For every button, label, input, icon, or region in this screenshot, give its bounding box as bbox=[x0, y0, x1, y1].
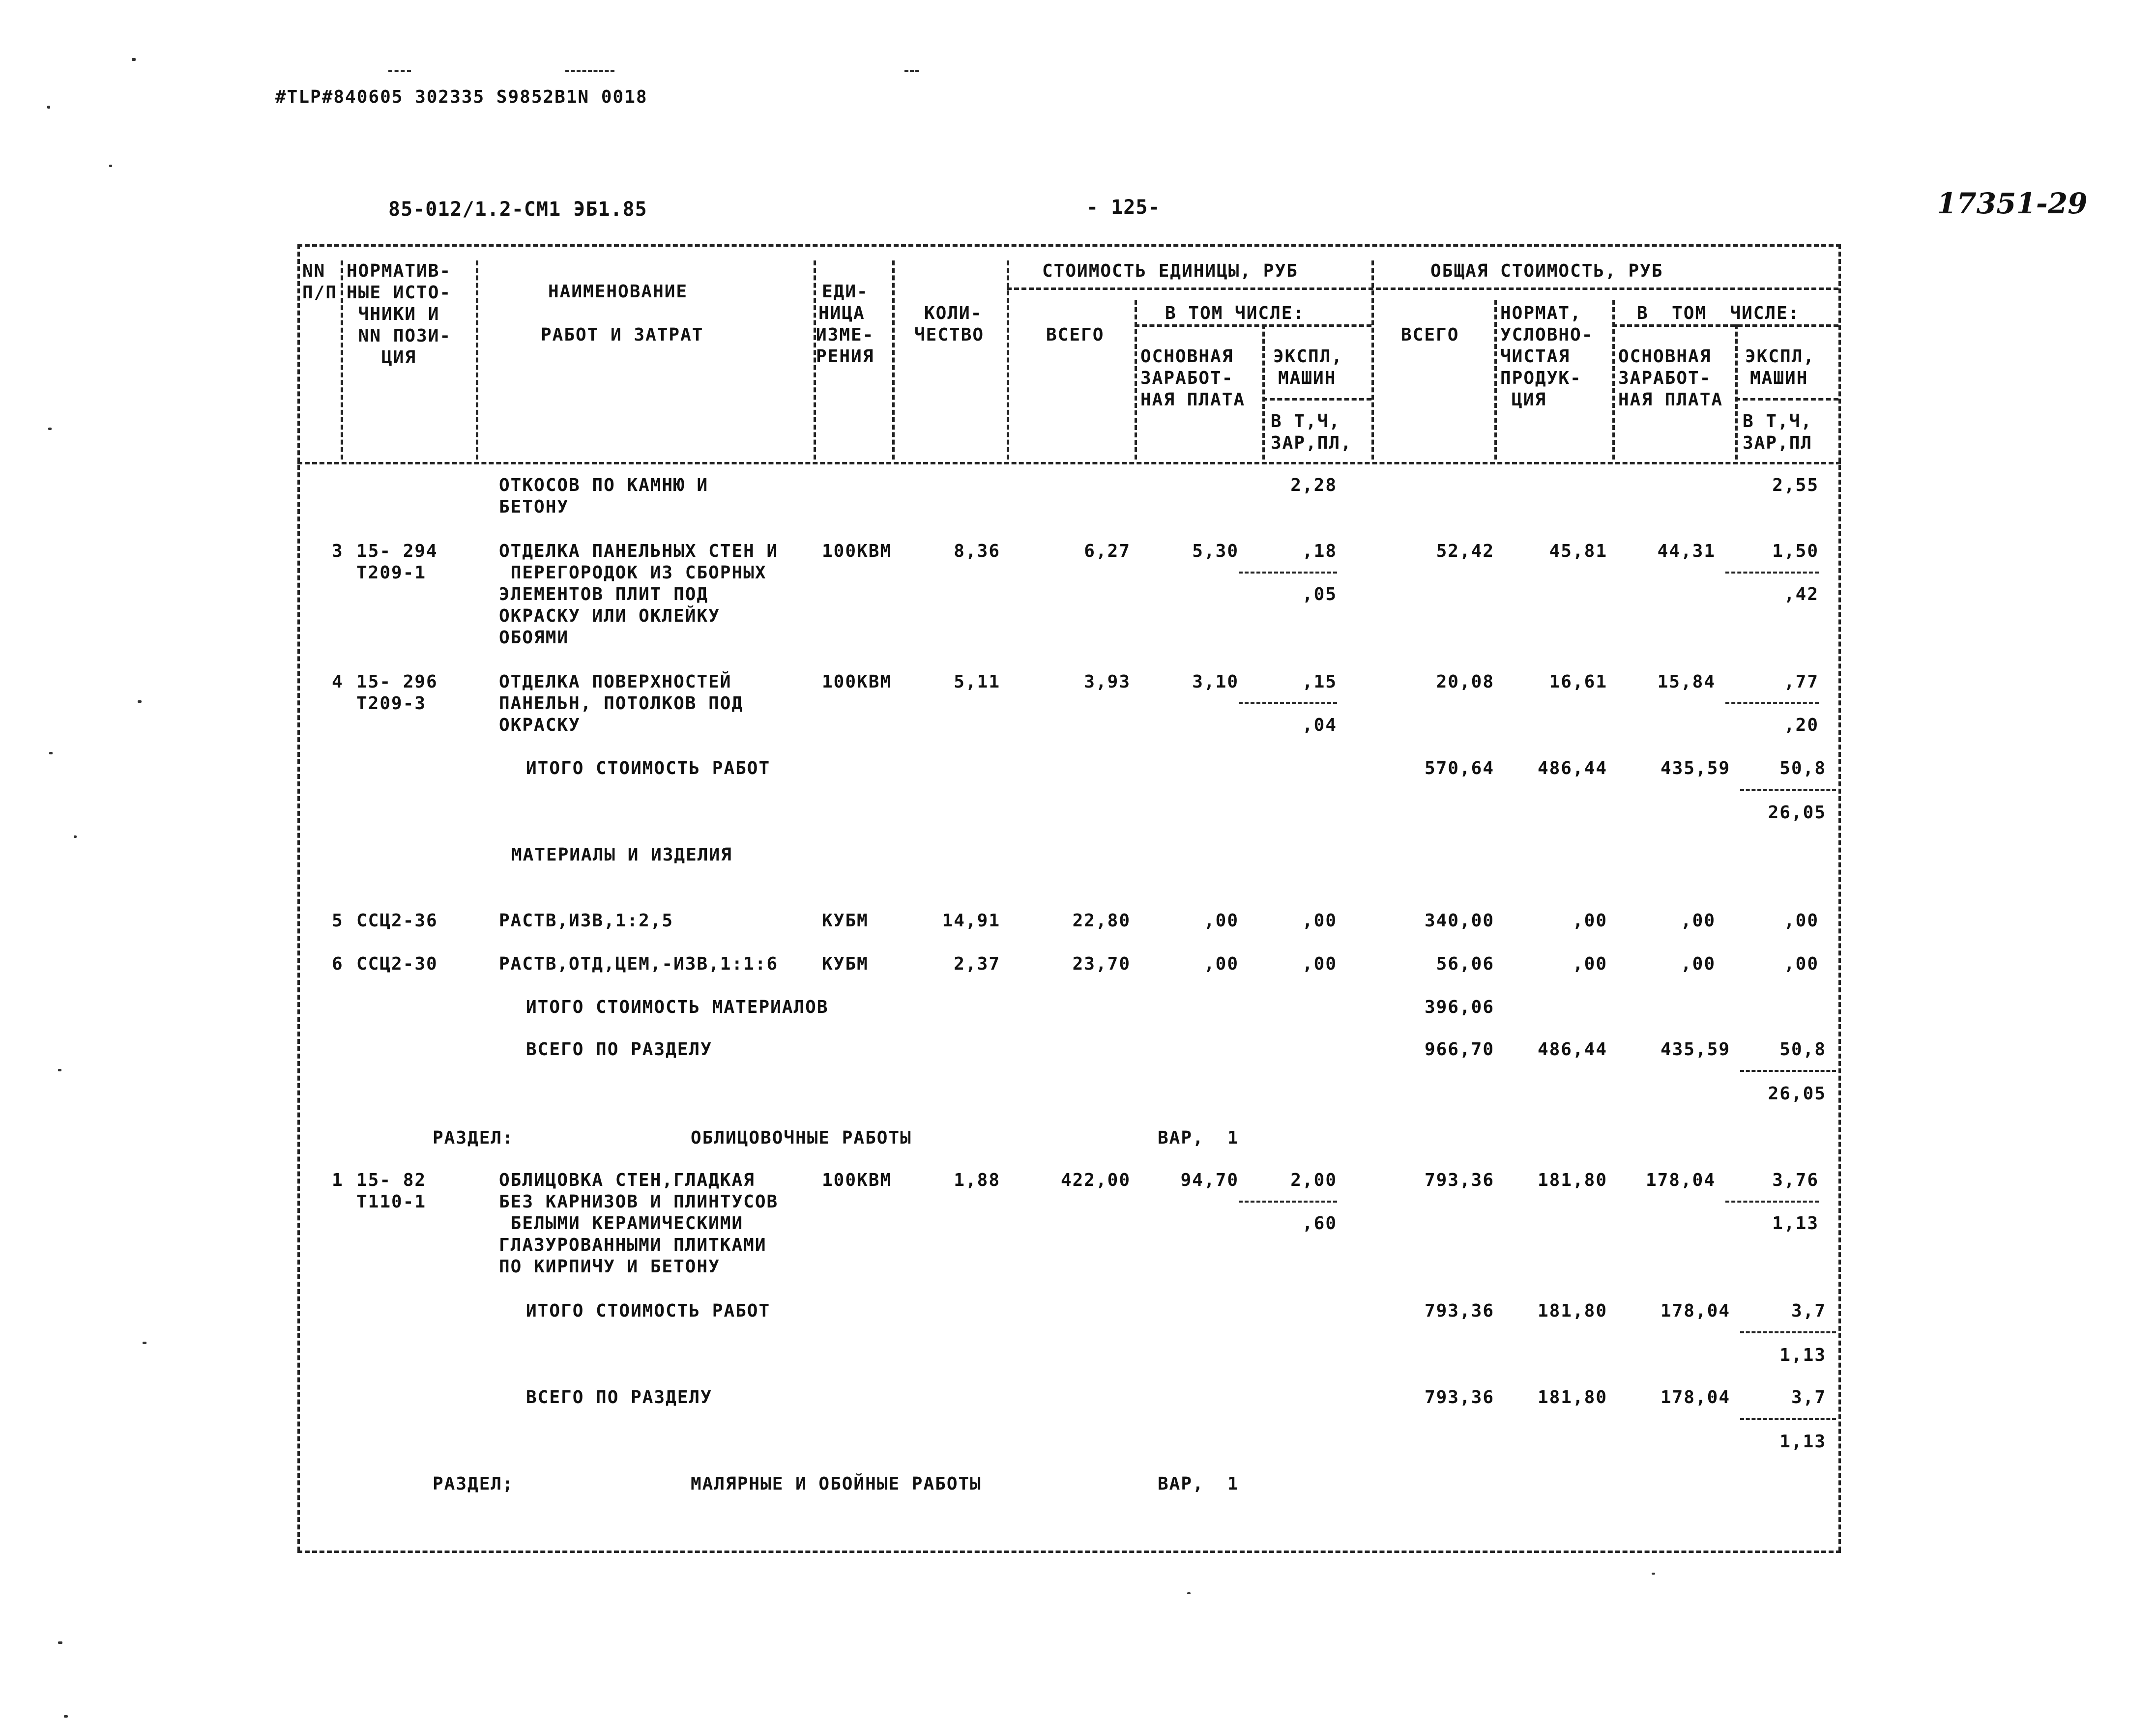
row-name: РАСТВ,ОТД,ЦЕМ,-ИЗВ,1:1:6 bbox=[499, 954, 779, 974]
scan-speck bbox=[138, 700, 142, 703]
row-total-machine-cost: ,00 bbox=[1783, 954, 1819, 974]
section-total-total: 793,36 bbox=[1424, 1387, 1494, 1408]
row-total: 340,00 bbox=[1424, 911, 1494, 931]
row-name: ОТДЕЛКА ПАНЕЛЬНЫХ СТЕН И bbox=[499, 541, 779, 561]
section-title: ОБЛИЦОВОЧНЫЕ РАБОТЫ bbox=[691, 1128, 912, 1148]
header-net-product: ЧИСТАЯ bbox=[1500, 346, 1571, 367]
row-total-machine-wage: ,42 bbox=[1783, 584, 1819, 604]
fraction-rule bbox=[1725, 572, 1819, 574]
header-unit-cost-group: СТОИМОСТЬ ЕДИНИЦЫ, РУБ bbox=[1042, 261, 1298, 281]
col-divider bbox=[1735, 324, 1738, 460]
header-including-2: В ТОМ ЧИСЛЕ: bbox=[1637, 303, 1800, 323]
fraction-rule bbox=[1740, 1070, 1836, 1072]
section-total-net-product: 181,80 bbox=[1537, 1387, 1607, 1408]
row-code: 15- 82 bbox=[356, 1170, 427, 1190]
table-left-border bbox=[297, 244, 300, 1552]
row-machine-wage: ,04 bbox=[1302, 715, 1337, 735]
header-normative-source: ЦИЯ bbox=[347, 347, 417, 368]
header-net-product: ЦИЯ bbox=[1512, 390, 1547, 410]
header-quantity: КОЛИ- bbox=[924, 303, 983, 323]
table-bottom-rule bbox=[297, 1551, 1841, 1553]
section-total-machine-wage: 1,13 bbox=[1779, 1432, 1826, 1452]
row-name: ОКРАСКУ bbox=[499, 715, 581, 735]
header-quantity: ЧЕСТВО bbox=[914, 325, 985, 345]
row-name: ПЕРЕГОРОДОК ИЗ СБОРНЫХ bbox=[499, 563, 767, 583]
header-machine-wage-2: В Т,Ч, bbox=[1743, 411, 1813, 431]
col-divider bbox=[341, 260, 343, 460]
col-divider bbox=[1612, 300, 1615, 460]
row-unit: 100КВМ bbox=[822, 672, 892, 692]
fraction-rule bbox=[1740, 789, 1836, 791]
fraction-rule bbox=[1725, 702, 1819, 704]
header-normative-source: NN ПОЗИ- bbox=[347, 326, 452, 346]
section-variant: ВАР, 1 bbox=[1158, 1474, 1239, 1494]
table-top-rule bbox=[297, 244, 1841, 247]
row-total-base-wage: 15,84 bbox=[1657, 672, 1716, 692]
row-total-machine-cost: 1,50 bbox=[1772, 541, 1819, 561]
row-machine-cost: ,15 bbox=[1302, 672, 1337, 692]
subtotal-machine-cost: 3,7 bbox=[1791, 1301, 1826, 1321]
header-unit: ЕДИ- bbox=[822, 282, 869, 302]
row-code: ССЦ2-36 bbox=[356, 911, 438, 931]
section-label: РАЗДЕЛ; bbox=[433, 1474, 514, 1494]
scan-mark bbox=[904, 70, 919, 72]
row-name: БЕЗ КАРНИЗОВ И ПЛИНТУСОВ bbox=[499, 1192, 779, 1212]
header-total: ВСЕГО bbox=[1401, 325, 1459, 345]
row-unit-total: 22,80 bbox=[1072, 911, 1131, 931]
row-base-wage: ,00 bbox=[1203, 911, 1239, 931]
section-total-machine-cost: 3,7 bbox=[1791, 1387, 1826, 1408]
header-normative-source: НОРМАТИВ- bbox=[347, 261, 452, 281]
row-quantity: 2,37 bbox=[954, 954, 1000, 974]
header-base-wage-2: ОСНОВНАЯ bbox=[1618, 346, 1712, 367]
header-machine-wage: ЗАР,ПЛ, bbox=[1271, 433, 1352, 453]
row-machine-cost: ,18 bbox=[1302, 541, 1337, 561]
header-subrule bbox=[1135, 324, 1371, 327]
header-machine-cost-2: МАШИН bbox=[1750, 368, 1808, 388]
header-net-product: ПРОДУК- bbox=[1500, 368, 1582, 388]
scan-speck bbox=[58, 1641, 62, 1644]
subtotal-total: 570,64 bbox=[1424, 758, 1494, 778]
header-pp: П/П bbox=[302, 283, 338, 303]
row-unit: КУБМ bbox=[822, 911, 869, 931]
row-quantity: 14,91 bbox=[942, 911, 1000, 931]
header-net-product: НОРМАТ, bbox=[1500, 303, 1582, 323]
row-name: ОТКОСОВ ПО КАМНЮ И bbox=[499, 475, 709, 495]
row-base-wage: 3,10 bbox=[1192, 672, 1239, 692]
row-total-base-wage: 178,04 bbox=[1645, 1170, 1716, 1190]
row-unit: КУБМ bbox=[822, 954, 869, 974]
scan-speck bbox=[49, 752, 53, 754]
row-machine-cost: 2,00 bbox=[1290, 1170, 1337, 1190]
row-name: БЕЛЫМИ КЕРАМИЧЕСКИМИ bbox=[499, 1213, 744, 1234]
subtotal-machine-wage: 1,13 bbox=[1779, 1345, 1826, 1365]
subtotal-label: ИТОГО СТОИМОСТЬ РАБОТ bbox=[526, 758, 771, 778]
subtotal-base-wage: 435,59 bbox=[1660, 758, 1730, 778]
row-code: ССЦ2-30 bbox=[356, 954, 438, 974]
row-name: ГЛАЗУРОВАННЫМИ ПЛИТКАМИ bbox=[499, 1235, 767, 1255]
row-name: ОБЛИЦОВКА СТЕН,ГЛАДКАЯ bbox=[499, 1170, 755, 1190]
page-number: - 125- bbox=[1086, 196, 1161, 219]
subtotal-total: 793,36 bbox=[1424, 1301, 1494, 1321]
row-code: T209-3 bbox=[356, 693, 427, 714]
row-total-machine-cost: ,77 bbox=[1783, 672, 1819, 692]
row-quantity: 5,11 bbox=[954, 672, 1000, 692]
col-divider bbox=[476, 260, 478, 460]
subtotal-base-wage: 178,04 bbox=[1660, 1301, 1730, 1321]
section-label: РАЗДЕЛ: bbox=[433, 1128, 514, 1148]
row-number: 5 bbox=[332, 911, 344, 931]
header-machine-cost-2: ЭКСПЛ, bbox=[1745, 346, 1815, 367]
header-machine-cost: ЭКСПЛ, bbox=[1273, 346, 1343, 367]
row-machine-cost: 2,28 bbox=[1290, 475, 1337, 495]
row-total-machine-cost: 2,55 bbox=[1772, 475, 1819, 495]
scan-speck bbox=[48, 428, 52, 430]
scan-mark bbox=[388, 70, 411, 72]
section-variant: ВАР, 1 bbox=[1158, 1128, 1239, 1148]
header-base-wage: ЗАРАБОТ- bbox=[1140, 368, 1234, 388]
fraction-rule bbox=[1740, 1331, 1836, 1333]
materials-subtotal-label: ИТОГО СТОИМОСТЬ МАТЕРИАЛОВ bbox=[526, 997, 829, 1017]
row-total: 56,06 bbox=[1436, 954, 1494, 974]
header-net-product: УСЛОВНО- bbox=[1500, 325, 1594, 345]
header-machine-wage-2: ЗАР,ПЛ bbox=[1743, 433, 1813, 453]
subtotal-net-product: 486,44 bbox=[1537, 758, 1607, 778]
scan-speck bbox=[74, 835, 77, 838]
header-base-wage: НАЯ ПЛАТА bbox=[1140, 390, 1246, 410]
header-total-cost-group: ОБЩАЯ СТОИМОСТЬ, РУБ bbox=[1430, 261, 1663, 281]
col-divider bbox=[1135, 300, 1137, 460]
row-machine-wage: ,05 bbox=[1302, 584, 1337, 604]
header-subrule bbox=[1612, 324, 1838, 327]
col-divider bbox=[1007, 260, 1009, 460]
row-unit: 100КВМ bbox=[822, 541, 892, 561]
row-total-base-wage: ,00 bbox=[1680, 911, 1716, 931]
col-divider bbox=[892, 260, 895, 460]
scan-speck bbox=[58, 1069, 61, 1071]
scan-speck bbox=[64, 1715, 68, 1718]
row-code: 15- 296 bbox=[356, 672, 438, 692]
header-including: В ТОМ ЧИСЛЕ: bbox=[1165, 303, 1305, 323]
header-unit: ИЗМЕ- bbox=[816, 325, 874, 345]
section-title: МАЛЯРНЫЕ И ОБОЙНЫЕ РАБОТЫ bbox=[691, 1474, 982, 1494]
scan-speck bbox=[1652, 1573, 1655, 1575]
header-unit: РЕНИЯ bbox=[816, 346, 874, 367]
header-base-wage-2: ЗАРАБОТ- bbox=[1618, 368, 1712, 388]
row-total-machine-wage: ,20 bbox=[1783, 715, 1819, 735]
row-total-net-product: ,00 bbox=[1572, 911, 1607, 931]
row-machine-cost: ,00 bbox=[1302, 954, 1337, 974]
row-base-wage: ,00 bbox=[1203, 954, 1239, 974]
row-name: ОКРАСКУ ИЛИ ОКЛЕЙКУ bbox=[499, 606, 720, 626]
row-number: 4 bbox=[332, 672, 344, 692]
scan-speck bbox=[132, 58, 136, 61]
row-code: T209-1 bbox=[356, 563, 427, 583]
header-subrule bbox=[1007, 287, 1838, 290]
header-unit: НИЦА bbox=[818, 303, 865, 323]
row-machine-cost: ,00 bbox=[1302, 911, 1337, 931]
subtotal-label: ИТОГО СТОИМОСТЬ РАБОТ bbox=[526, 1301, 771, 1321]
header-normative-source: ЧНИКИ И bbox=[347, 304, 440, 324]
header-base-wage-2: НАЯ ПЛАТА bbox=[1618, 390, 1723, 410]
handwritten-archive-number: 17351-29 bbox=[1937, 187, 2088, 220]
row-total-machine-cost: ,00 bbox=[1783, 911, 1819, 931]
row-total-net-product: ,00 bbox=[1572, 954, 1607, 974]
fraction-rule bbox=[1239, 572, 1337, 574]
col-divider bbox=[1371, 260, 1374, 460]
fraction-rule bbox=[1239, 702, 1337, 704]
row-unit-total: 6,27 bbox=[1084, 541, 1131, 561]
fraction-rule bbox=[1740, 1418, 1836, 1420]
col-divider bbox=[1262, 324, 1265, 460]
header-unit-total: ВСЕГО bbox=[1046, 325, 1105, 345]
row-base-wage: 5,30 bbox=[1192, 541, 1239, 561]
row-total-net-product: 16,61 bbox=[1549, 672, 1607, 692]
row-quantity: 1,88 bbox=[954, 1170, 1000, 1190]
row-total: 20,08 bbox=[1436, 672, 1494, 692]
col-divider bbox=[1494, 300, 1497, 460]
fraction-rule bbox=[1725, 1201, 1819, 1203]
row-code: 15- 294 bbox=[356, 541, 438, 561]
table-header-bottom-rule bbox=[297, 462, 1841, 464]
row-name: ПО КИРПИЧУ И БЕТОНУ bbox=[499, 1257, 720, 1277]
header-subrule bbox=[1262, 398, 1371, 401]
row-total-machine-cost: 3,76 bbox=[1772, 1170, 1819, 1190]
section-total-label: ВСЕГО ПО РАЗДЕЛУ bbox=[526, 1387, 712, 1408]
row-number: 1 bbox=[332, 1170, 344, 1190]
materials-section-title: МАТЕРИАЛЫ И ИЗДЕЛИЯ bbox=[511, 845, 732, 865]
header-machine-wage: В Т,Ч, bbox=[1271, 411, 1341, 431]
section-total-total: 966,70 bbox=[1424, 1039, 1494, 1060]
row-unit-total: 3,93 bbox=[1084, 672, 1131, 692]
row-unit: 100КВМ bbox=[822, 1170, 892, 1190]
header-subrule bbox=[1735, 398, 1838, 401]
header-base-wage: ОСНОВНАЯ bbox=[1140, 346, 1234, 367]
row-quantity: 8,36 bbox=[954, 541, 1000, 561]
subtotal-machine-wage: 26,05 bbox=[1768, 803, 1826, 823]
row-name: ЭЛЕМЕНТОВ ПЛИТ ПОД bbox=[499, 584, 709, 604]
scan-speck bbox=[1187, 1592, 1191, 1594]
row-code: T110-1 bbox=[356, 1192, 427, 1212]
section-total-net-product: 486,44 bbox=[1537, 1039, 1607, 1060]
header-name: НАИМЕНОВАНИЕ bbox=[548, 282, 688, 302]
section-total-base-wage: 435,59 bbox=[1660, 1039, 1730, 1060]
document-id-line: #TLP#840605 302335 S9852B1N 0018 bbox=[275, 87, 648, 107]
row-total-machine-wage: 1,13 bbox=[1772, 1213, 1819, 1234]
row-total: 793,36 bbox=[1424, 1170, 1494, 1190]
row-base-wage: 94,70 bbox=[1180, 1170, 1239, 1190]
row-machine-wage: ,60 bbox=[1302, 1213, 1337, 1234]
scan-speck bbox=[47, 106, 50, 109]
row-total-net-product: 45,81 bbox=[1549, 541, 1607, 561]
header-machine-cost: МАШИН bbox=[1278, 368, 1337, 388]
header-normative-source: НЫЕ ИСТО- bbox=[347, 283, 452, 303]
row-number: 3 bbox=[332, 541, 344, 561]
fraction-rule bbox=[1239, 1201, 1337, 1203]
section-total-machine-wage: 26,05 bbox=[1768, 1084, 1826, 1104]
header-name: РАБОТ И ЗАТРАТ bbox=[541, 325, 704, 345]
row-total: 52,42 bbox=[1436, 541, 1494, 561]
row-name: ПАНЕЛЬН, ПОТОЛКОВ ПОД bbox=[499, 693, 744, 714]
row-name: ОБОЯМИ bbox=[499, 628, 569, 648]
row-unit-total: 23,70 bbox=[1072, 954, 1131, 974]
document-code: 85-012/1.2-СМ1 ЭБ1.85 bbox=[388, 198, 647, 221]
section-total-base-wage: 178,04 bbox=[1660, 1387, 1730, 1408]
section-total-label: ВСЕГО ПО РАЗДЕЛУ bbox=[526, 1039, 712, 1060]
row-unit-total: 422,00 bbox=[1060, 1170, 1131, 1190]
section-total-machine-cost: 50,8 bbox=[1779, 1039, 1826, 1060]
table-right-border bbox=[1838, 244, 1841, 1552]
row-name: РАСТВ,ИЗВ,1:2,5 bbox=[499, 911, 674, 931]
scan-speck bbox=[143, 1342, 146, 1344]
subtotal-machine-cost: 50,8 bbox=[1779, 758, 1826, 778]
row-total-base-wage: ,00 bbox=[1680, 954, 1716, 974]
scan-mark bbox=[565, 70, 614, 72]
row-name: БЕТОНУ bbox=[499, 497, 569, 517]
row-name: ОТДЕЛКА ПОВЕРХНОСТЕЙ bbox=[499, 672, 732, 692]
subtotal-net-product: 181,80 bbox=[1537, 1301, 1607, 1321]
row-total-base-wage: 44,31 bbox=[1657, 541, 1716, 561]
row-total-net-product: 181,80 bbox=[1537, 1170, 1607, 1190]
materials-subtotal-total: 396,06 bbox=[1424, 997, 1494, 1017]
header-nn: NN bbox=[302, 261, 326, 281]
row-number: 6 bbox=[332, 954, 344, 974]
scan-speck bbox=[109, 165, 112, 167]
